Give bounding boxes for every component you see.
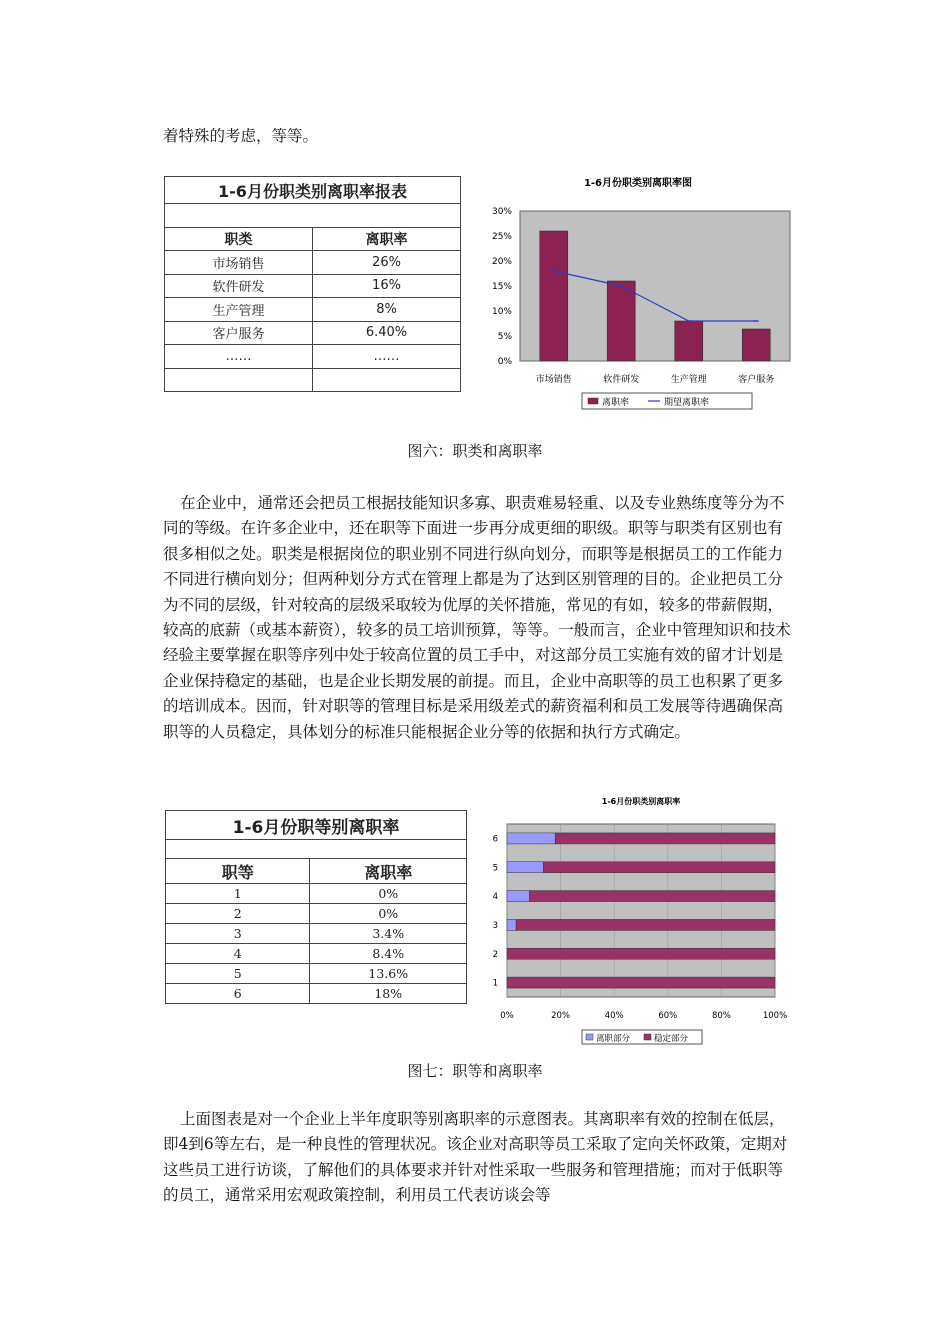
legend-label: 离职率: [602, 398, 630, 408]
table1-header-rate: 离职率: [313, 227, 461, 251]
bar-segment: [516, 919, 775, 930]
x-tick-label: 40%: [604, 1011, 624, 1021]
table2-cell: 0%: [310, 904, 467, 924]
table1-cell: 8%: [313, 298, 461, 322]
x-tick-label: 生产管理: [670, 375, 707, 385]
table2-cell: 2: [166, 904, 310, 924]
x-tick-label: 市场销售: [535, 375, 572, 385]
legend-label: 稳定部分: [654, 1034, 689, 1044]
table-row: [166, 884, 467, 904]
table1-blank-row: [165, 204, 461, 228]
table1-cell: 6.40%: [313, 321, 461, 345]
job-category-table: [164, 176, 461, 392]
y-tick-label: 2: [492, 949, 498, 960]
y-tick-label: 25%: [491, 232, 512, 242]
table2-cell: 5: [166, 964, 310, 984]
table1-title: 1-6月份职类别离职率报表: [165, 177, 461, 204]
bar: [675, 321, 703, 361]
y-tick-label: 30%: [491, 207, 512, 217]
x-tick-label: 软件研发: [603, 375, 640, 385]
legend-swatch: [644, 1034, 651, 1040]
table1-cell: 市场销售: [165, 251, 313, 275]
table2-header-grade: 职等: [166, 859, 310, 884]
table1-cell: [165, 368, 313, 392]
table-row: [166, 944, 467, 964]
table2-cell: 0%: [310, 884, 467, 904]
table2-cell: 3: [166, 924, 310, 944]
legend-label: 期望离职率: [664, 398, 710, 408]
table2-blank-row: [166, 840, 467, 859]
bar-segment: [507, 977, 775, 988]
x-tick-label: 60%: [658, 1011, 678, 1021]
job-grade-table: [165, 810, 467, 1004]
plot-area: [507, 824, 775, 997]
bar-segment: [507, 948, 775, 959]
table2-cell: 4: [166, 944, 310, 964]
body-paragraph-1: 在企业中，通常还会把员工根据技能知识多寡、职责难易轻重、以及专业熟练度等分为不同的等级。在许多企业中，还在职等下面进一步再分成更细的职级。职等与职类有区别也有很多相似之处。职类是根据岗位的职业别不同进行纵向划分，而职等是根据员工的工作能力不同进行横向划分；但两种划分方式在管理上都是为了达到区别管理的目的。企业把员工分为不同的层级，针对较高的层级采取较为优厚的关怀措施，常见的有如，较多的带薪假期，较高的底薪（或基本薪资），较多的员工培训预算，等等。一般而言，企业中管理知识和技术经验主要掌握在职等序列中处于较高位置的员工手中，对这部分员工实施有效的留才计划是企业保持稳定的基础，也是企业长期发展的前提。而且，企业中高职等的员工也积累了更多的培训成本。因而，针对职等的管理目标是采用级差式的薪资福利和员工发展等待遇确保高职等的人员稳定，具体划分的标准只能根据企业分等的依据和执行方式确定。: [163, 494, 791, 741]
x-tick-label: 80%: [711, 1011, 731, 1021]
legend-swatch: [586, 1034, 593, 1040]
chart-title: 1-6月份职类别离职率: [601, 797, 681, 806]
table2-title: 1-6月份职等别离职率: [166, 811, 467, 840]
table2-cell: 8.4%: [310, 944, 467, 964]
y-tick-label: 4: [492, 892, 498, 903]
bar-segment: [543, 862, 775, 873]
table-row: [165, 251, 461, 275]
x-tick-label: 客户服务: [738, 375, 775, 385]
table1-cell: ……: [165, 345, 313, 369]
table1-cell: 生产管理: [165, 298, 313, 322]
legend-label: 离职部分: [596, 1034, 631, 1044]
bar-segment: [530, 891, 775, 902]
table1-cell: 软件研发: [165, 274, 313, 298]
figure6-caption: 图六：职类和离职率: [407, 442, 543, 460]
table2-header-rate: 离职率: [310, 859, 467, 884]
table-row: [165, 368, 461, 392]
bar: [742, 329, 770, 361]
table1-cell: 客户服务: [165, 321, 313, 345]
bar-segment: [507, 833, 555, 844]
table-row: [166, 964, 467, 984]
table1-cell: [313, 368, 461, 392]
table-row: [165, 298, 461, 322]
bar: [607, 281, 635, 361]
table-row: [165, 345, 461, 369]
y-tick-label: 0%: [497, 357, 512, 367]
table2-cell: 13.6%: [310, 964, 467, 984]
table2-cell: 3.4%: [310, 924, 467, 944]
bar-segment: [507, 862, 543, 873]
bar: [540, 231, 568, 361]
body-paragraph-2: 上面图表是对一个企业上半年度职等别离职率的示意图表。其离职率有效的控制在低层，即4到6等左右，是一种良性的管理状况。该企业对高职等员工采取了定向关怀政策，定期对这些员工进行访谈，了解他们的具体要求并针对性采取一些服务和管理措施；而对于低职等的员工，通常采用宏观政策控制，利用员工代表访谈会等: [163, 1110, 788, 1205]
table2-cell: 1: [166, 884, 310, 904]
top-text-line: 着特殊的考虑，等等。: [163, 127, 319, 145]
y-tick-label: 3: [492, 920, 498, 931]
y-tick-label: 10%: [491, 307, 512, 317]
table1-cell: 26%: [313, 251, 461, 275]
x-tick-label: 20%: [551, 1011, 571, 1021]
job-category-turnover-chart: [478, 170, 794, 415]
y-tick-label: 6: [492, 834, 498, 845]
table1-header-category: 职类: [165, 227, 313, 251]
x-tick-label: 100%: [762, 1011, 788, 1021]
bar-segment: [507, 891, 530, 902]
y-tick-label: 5: [492, 863, 498, 874]
table-row: [165, 274, 461, 298]
table1-cell: 16%: [313, 274, 461, 298]
y-tick-label: 20%: [491, 257, 512, 267]
table-row: [166, 924, 467, 944]
bar-segment: [507, 919, 516, 930]
chart-title: 1-6月份职类别离职率图: [583, 178, 693, 189]
table-row: [165, 321, 461, 345]
bar-segment: [555, 833, 775, 844]
table2-cell: 18%: [310, 984, 467, 1004]
job-grade-turnover-chart: [478, 792, 794, 1052]
legend-swatch: [588, 398, 598, 404]
table1-cell: ……: [313, 345, 461, 369]
figure7-caption: 图七：职等和离职率: [407, 1062, 543, 1080]
y-tick-label: 15%: [491, 282, 512, 292]
table2-cell: 6: [166, 984, 310, 1004]
table-row: [166, 904, 467, 924]
y-tick-label: 5%: [497, 332, 512, 342]
y-tick-label: 1: [492, 978, 498, 989]
table-row: [166, 984, 467, 1004]
x-tick-label: 0%: [500, 1011, 514, 1021]
